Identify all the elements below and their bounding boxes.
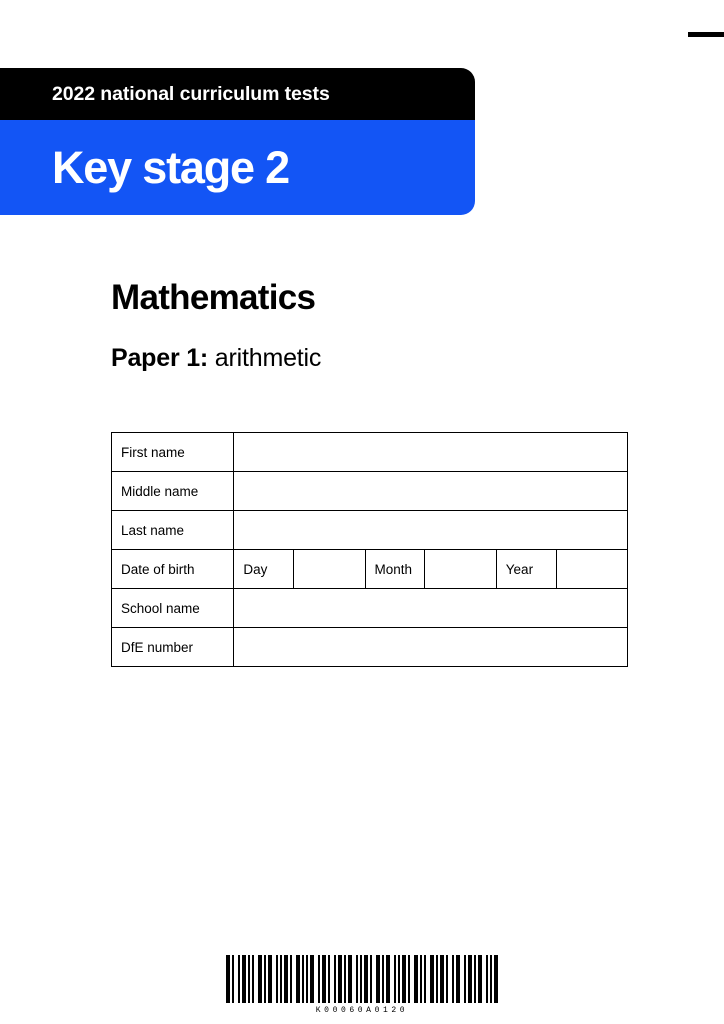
middle-name-label: Middle name xyxy=(112,472,234,511)
test-header xyxy=(0,68,475,215)
barcode-image xyxy=(226,955,498,1003)
dfe-number-label: DfE number xyxy=(112,628,234,667)
last-name-field[interactable] xyxy=(234,511,628,550)
day-label: Day xyxy=(234,550,294,589)
table-row xyxy=(112,433,628,472)
barcode-area xyxy=(0,942,724,1015)
dfe-number-field[interactable] xyxy=(234,628,628,667)
table-row xyxy=(112,589,628,628)
middle-name-field[interactable] xyxy=(234,472,628,511)
date-of-birth-label: Date of birth xyxy=(112,550,234,589)
paper-subtitle xyxy=(111,344,321,373)
header-top-band xyxy=(0,68,475,120)
year-label: Year xyxy=(496,550,556,589)
curriculum-tests-label: 2022 national curriculum tests xyxy=(52,82,330,105)
header-key-stage-band xyxy=(0,120,475,215)
last-name-label: Last name xyxy=(112,511,234,550)
paper-number-label: Paper 1: xyxy=(111,344,209,372)
day-field[interactable] xyxy=(294,550,365,589)
pupil-details-table xyxy=(111,432,628,667)
school-name-label: School name xyxy=(112,589,234,628)
month-field[interactable] xyxy=(425,550,496,589)
crop-mark xyxy=(688,32,724,37)
table-row xyxy=(112,472,628,511)
barcode-number: K00060A0120 xyxy=(315,1006,409,1015)
key-stage-label: Key stage 2 xyxy=(52,142,289,193)
year-field[interactable] xyxy=(556,550,627,589)
first-name-field[interactable] xyxy=(234,433,628,472)
month-label: Month xyxy=(365,550,425,589)
first-name-label: First name xyxy=(112,433,234,472)
table-row xyxy=(112,511,628,550)
table-row xyxy=(112,628,628,667)
page-title: Mathematics xyxy=(111,278,316,317)
paper-type-label: arithmetic xyxy=(208,344,322,372)
table-row xyxy=(112,550,628,589)
school-name-field[interactable] xyxy=(234,589,628,628)
